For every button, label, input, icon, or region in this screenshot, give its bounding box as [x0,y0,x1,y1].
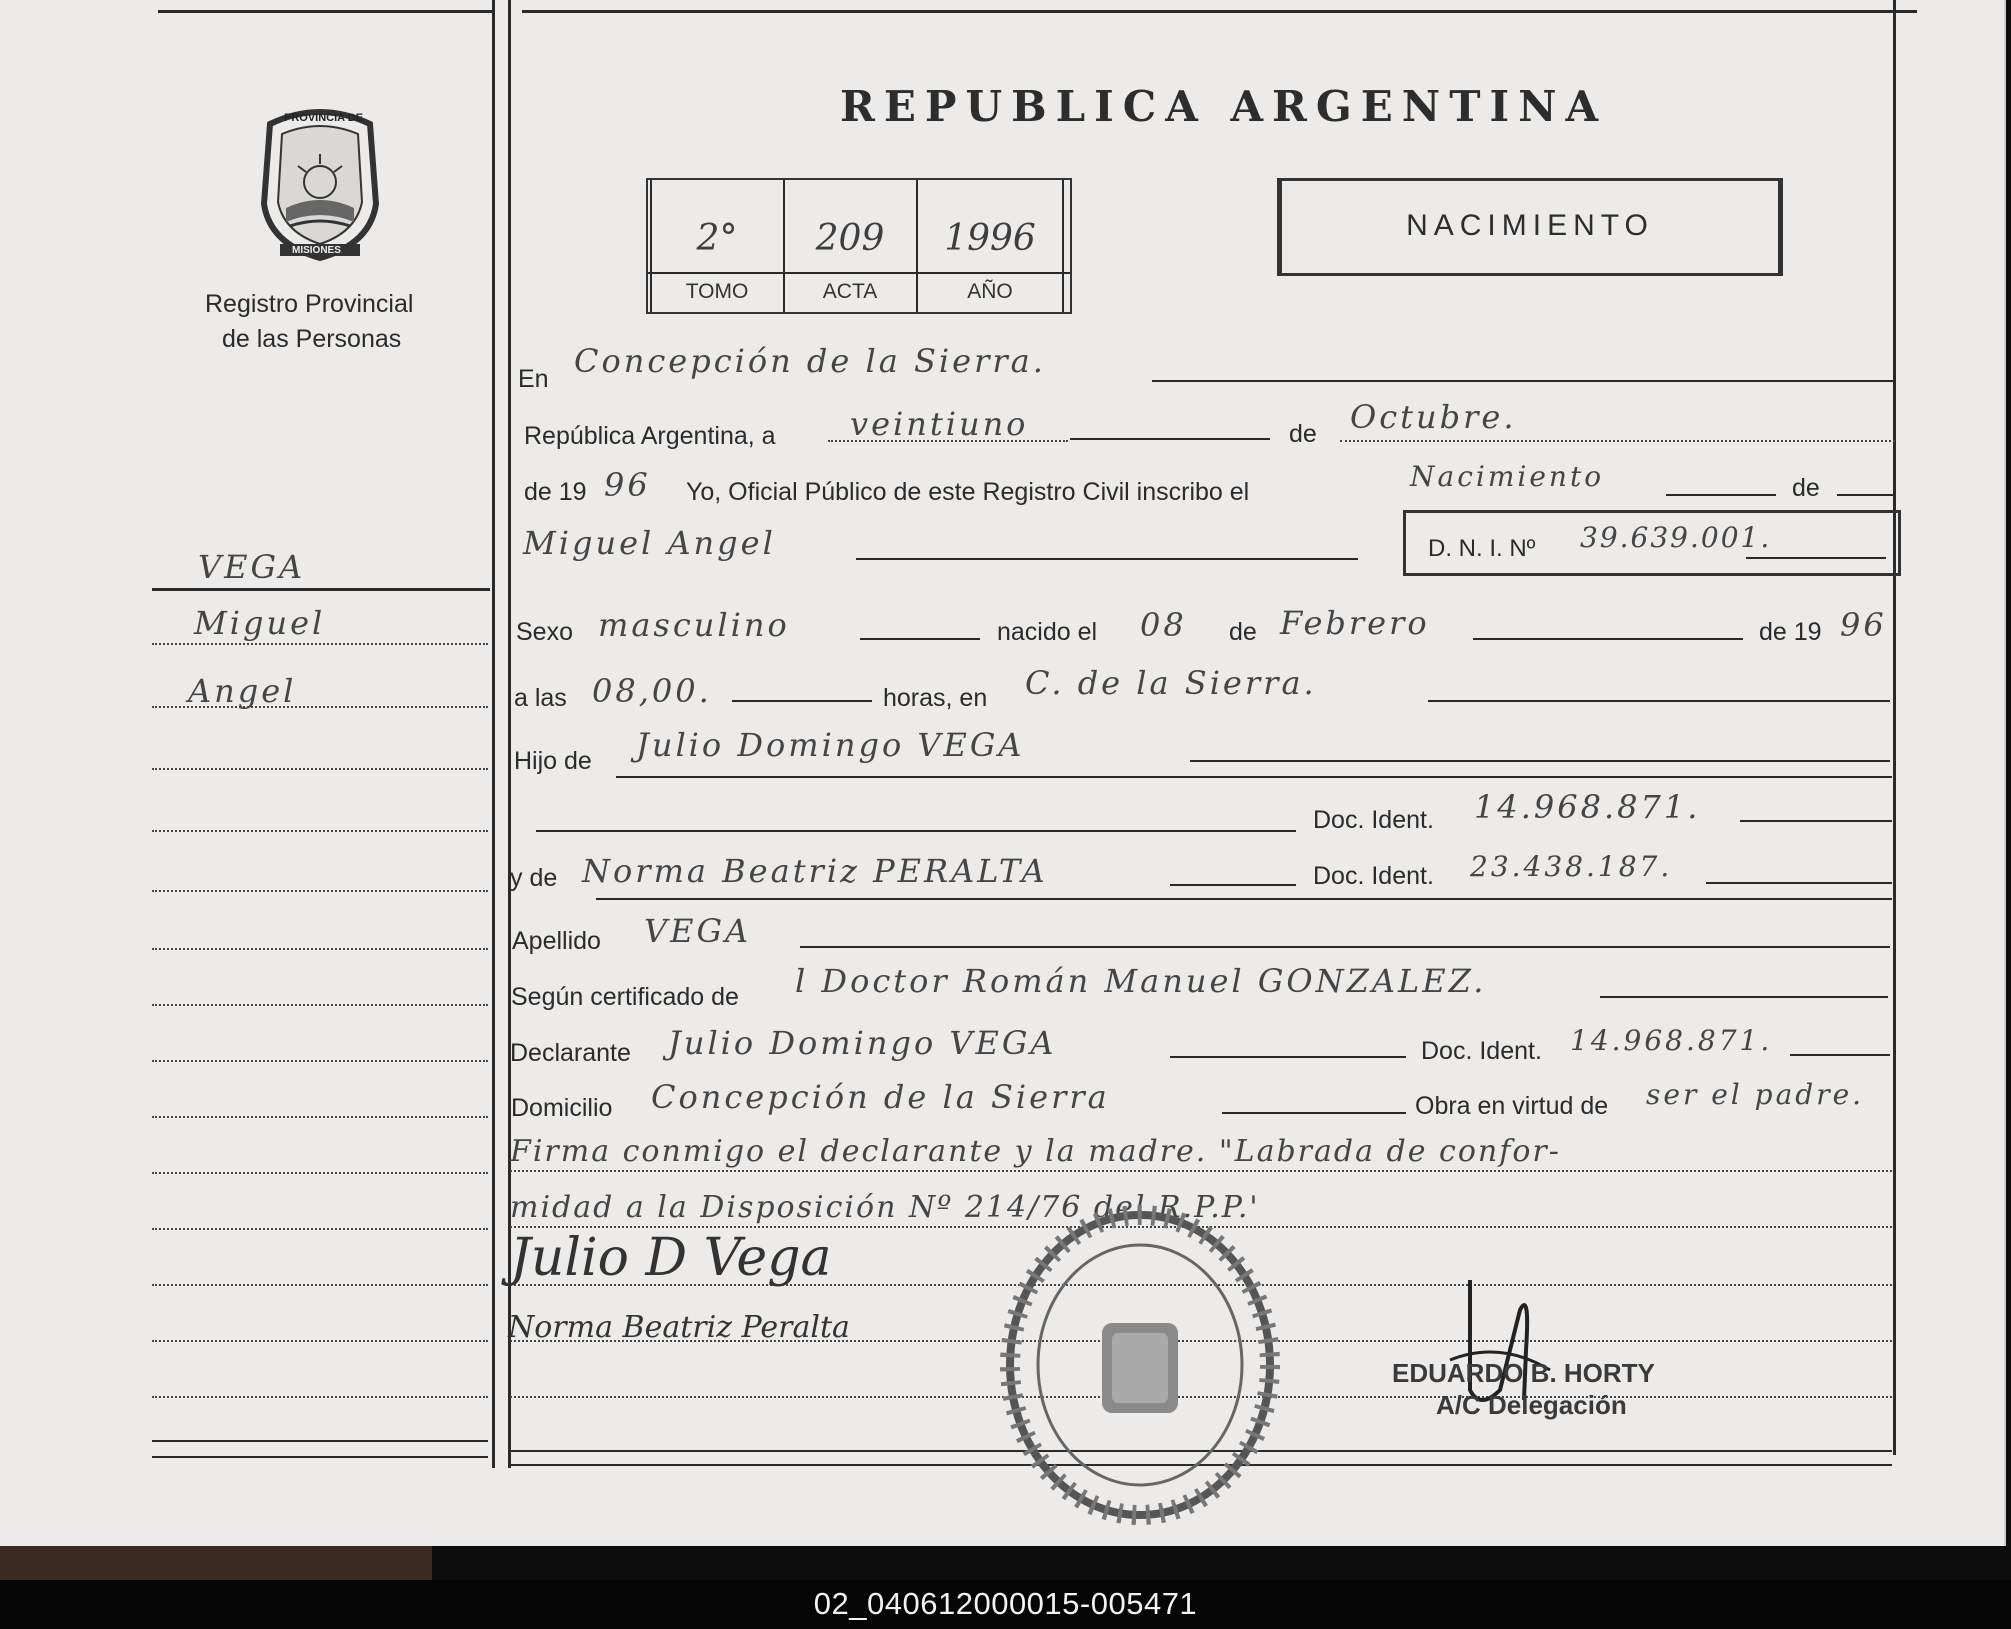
label-en: En [518,365,549,393]
value-mes-nac: Febrero [1280,604,1430,642]
value-dni: 39.639.001. [1580,521,1772,554]
right-border-line [1893,0,1896,1455]
signature-madre: Norma Beatriz Peralta [508,1310,850,1345]
country-title: REPUBLICA ARGENTINA [840,82,1608,131]
tomo-label: TOMO [685,280,749,303]
value-madre-doc: 23.438.187. [1470,850,1673,883]
value-obra-en-virtud: ser el padre. [1646,1078,1865,1111]
label-apellido: Apellido [512,927,601,955]
value-declarante: Julio Domingo VEGA [668,1024,1057,1062]
value-hecho: Nacimiento [1410,460,1605,493]
value-padre: Julio Domingo VEGA [636,726,1025,764]
label-doc-ident-padre: Doc. Ident. [1313,806,1434,834]
label-declarante: Declarante [510,1039,631,1067]
official-stamp [1000,1205,1280,1525]
column-divider-left [492,0,495,1468]
value-domicilio: Concepción de la Sierra [651,1078,1110,1116]
label-obra-en-virtud: Obra en virtud de [1415,1092,1609,1120]
label-de: de [1289,420,1317,448]
value-mes: Octubre. [1350,398,1517,436]
anio-label: AÑO [967,280,1013,303]
official-title: A/C Delegación [1436,1390,1627,1420]
value-sexo: masculino [598,606,790,644]
official-name: EDUARDO B. HORTY [1392,1358,1655,1388]
note-line-1: Firma conmigo el declarante y la madre. "Labrada de confor- [510,1134,1561,1169]
label-segun-certificado: Según certificado de [511,983,739,1011]
value-certificado: l Doctor Román Manuel GONZALEZ. [795,962,1487,1000]
value-lugar-nac: C. de la Sierra. [1025,664,1317,702]
value-apellido: VEGA [644,912,752,950]
signature-declarante: Julio D Vega [510,1228,832,1288]
margin-surname: VEGA [198,548,306,586]
dni-box [1403,510,1901,576]
record-type-box [1277,178,1783,276]
label-a-las: a las [514,684,567,712]
top-rule-right [522,10,1917,13]
value-dia: veintiuno [850,405,1029,443]
seal-text-top: PROVINCIA DE [284,112,364,124]
registry-name-line1: Registro Provincial [205,290,414,318]
anio-value: 1996 [944,218,1036,259]
value-declarante-doc: 14.968.871. [1570,1024,1773,1057]
footer-bar [0,1580,2011,1629]
margin-name-2: Angel [188,672,297,710]
label-dni: D. N. I. Nº [1428,535,1536,562]
value-padre-doc: 14.968.871. [1474,788,1701,826]
acta-label: ACTA [822,280,878,303]
label-de-19b: de 19 [1759,618,1822,646]
label-republica-a: República Argentina, a [524,422,776,450]
value-lugar: Concepción de la Sierra. [574,342,1046,380]
value-anio-nac: 96 [1840,606,1887,644]
record-number-box [646,178,1072,314]
value-hora: 08,00. [592,672,712,710]
label-y-de: y de [510,864,558,892]
binder-edge [0,1546,432,1580]
label-de-19: de 19 [524,478,587,506]
value-madre: Norma Beatriz PERALTA [582,852,1048,890]
label-doc-ident-declarante: Doc. Ident. [1421,1037,1542,1065]
tomo-value: 2° [696,218,738,259]
label-horas-en: horas, en [883,684,988,712]
top-rule-left [158,10,493,13]
registry-name-line2: de las Personas [222,325,402,353]
value-anio-inscripcion: 96 [604,466,651,504]
seal-text-bottom: MISIONES [292,245,341,256]
record-type-label: NACIMIENTO [1406,209,1654,242]
label-nacido-el: nacido el [997,618,1098,646]
line-en [1152,380,1893,382]
label-yo-oficial: Yo, Oficial Público de este Registro Civil inscribo el [686,478,1250,506]
label-de-2: de [1792,474,1820,502]
margin-name-1: Miguel [194,604,326,642]
value-dia-nac: 08 [1140,606,1187,644]
label-domicilio: Domicilio [511,1094,613,1122]
note-line-2: midad a la Disposición Nº 214/76 del R.P.P.' [510,1190,1260,1225]
label-sexo: Sexo [516,618,573,646]
label-hijo-de: Hijo de [514,747,592,775]
label-de-3: de [1229,618,1257,646]
label-doc-ident-madre: Doc. Ident. [1313,862,1434,890]
document-id-code: 02_040612000015-005471 [813,1586,1198,1621]
provincial-coat-of-arms [250,104,390,262]
value-nombre: Miguel Angel [523,524,776,562]
acta-value: 209 [815,218,885,259]
